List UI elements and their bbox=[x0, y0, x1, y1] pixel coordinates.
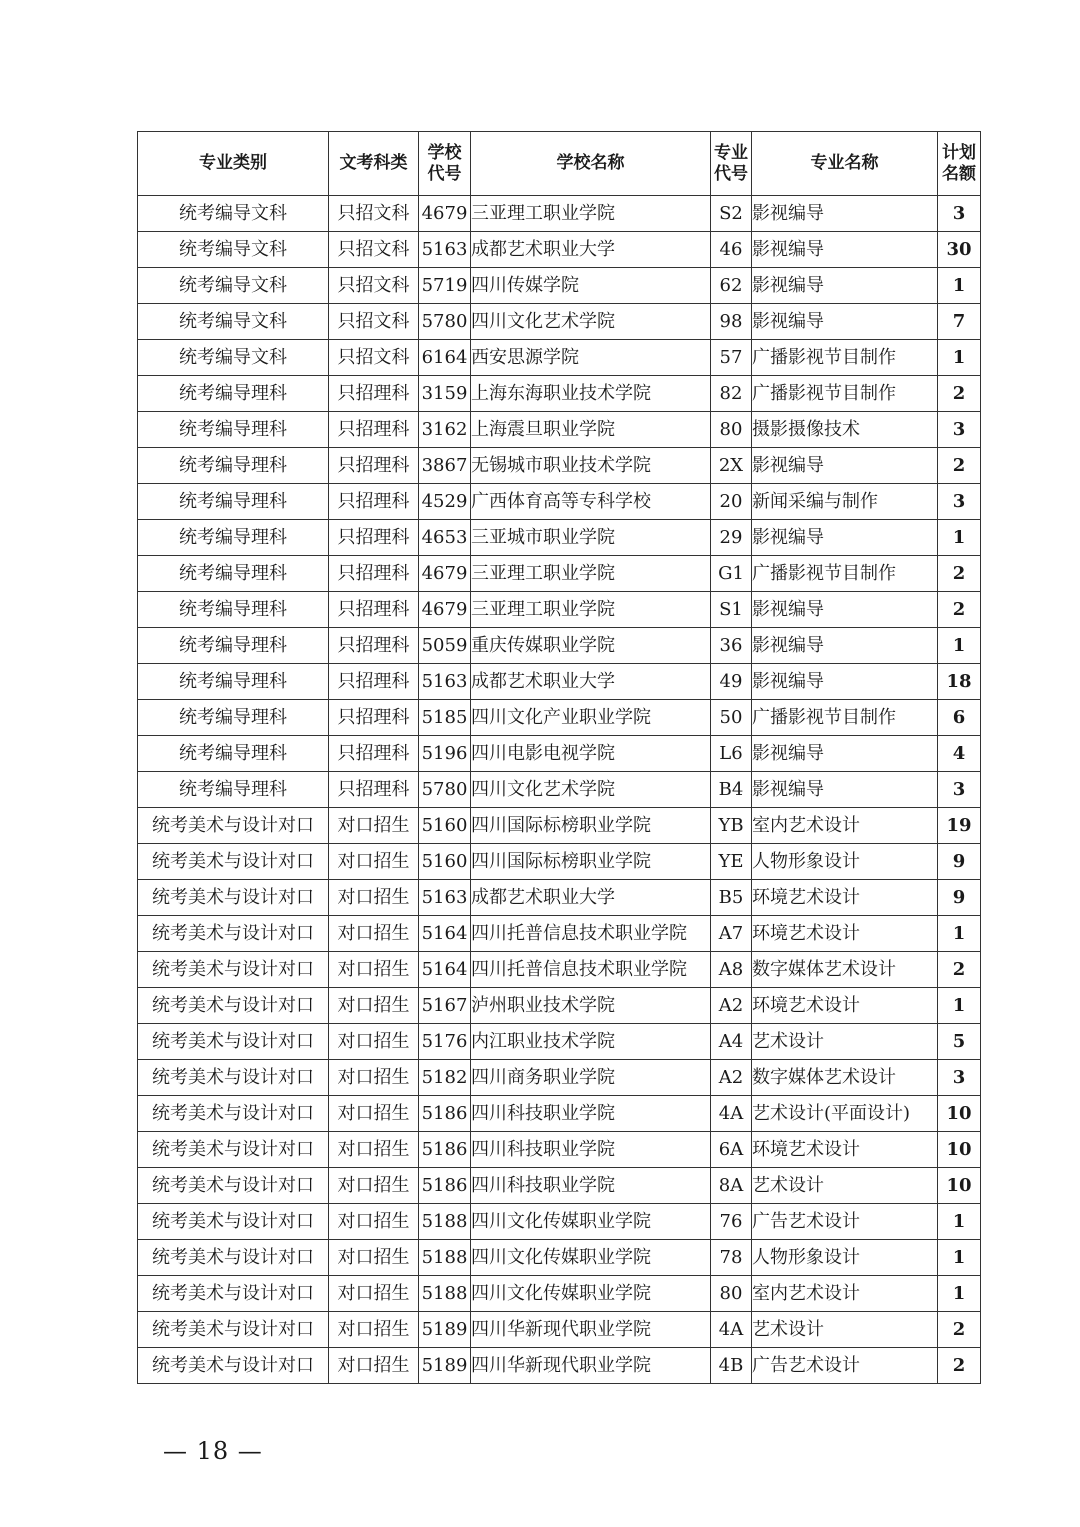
header-category: 专业类别 bbox=[138, 132, 329, 196]
cell-major-code: S2 bbox=[711, 196, 752, 232]
cell-quota: 10 bbox=[938, 1096, 981, 1132]
cell-major-code: 78 bbox=[711, 1240, 752, 1276]
cell-category: 统考美术与设计对口 bbox=[138, 1348, 329, 1384]
header-school-name: 学校名称 bbox=[471, 132, 711, 196]
cell-school-code: 5196 bbox=[419, 736, 471, 772]
cell-category: 统考美术与设计对口 bbox=[138, 1168, 329, 1204]
cell-quota: 9 bbox=[938, 844, 981, 880]
cell-quota: 2 bbox=[938, 376, 981, 412]
cell-category: 统考编导理科 bbox=[138, 412, 329, 448]
cell-category: 统考美术与设计对口 bbox=[138, 952, 329, 988]
cell-quota: 1 bbox=[938, 628, 981, 664]
cell-category: 统考美术与设计对口 bbox=[138, 1276, 329, 1312]
cell-category: 统考编导理科 bbox=[138, 628, 329, 664]
cell-major-code: 80 bbox=[711, 412, 752, 448]
cell-school-name: 四川托普信息技术职业学院 bbox=[471, 952, 711, 988]
cell-school-code: 5164 bbox=[419, 952, 471, 988]
cell-major-code: 57 bbox=[711, 340, 752, 376]
cell-quota: 2 bbox=[938, 556, 981, 592]
cell-major-code: 36 bbox=[711, 628, 752, 664]
cell-school-code: 5188 bbox=[419, 1204, 471, 1240]
table-row bbox=[138, 844, 981, 880]
cell-quota: 19 bbox=[938, 808, 981, 844]
cell-subject-type: 对口招生 bbox=[329, 916, 419, 952]
cell-major-name: 环境艺术设计 bbox=[752, 880, 938, 916]
cell-quota: 1 bbox=[938, 988, 981, 1024]
cell-school-name: 四川华新现代职业学院 bbox=[471, 1348, 711, 1384]
cell-school-code: 5059 bbox=[419, 628, 471, 664]
cell-school-code: 3867 bbox=[419, 448, 471, 484]
table-row bbox=[138, 628, 981, 664]
cell-major-name: 广播影视节目制作 bbox=[752, 556, 938, 592]
cell-category: 统考编导文科 bbox=[138, 340, 329, 376]
cell-category: 统考编导文科 bbox=[138, 304, 329, 340]
cell-category: 统考美术与设计对口 bbox=[138, 1132, 329, 1168]
cell-school-name: 四川传媒学院 bbox=[471, 268, 711, 304]
cell-quota: 3 bbox=[938, 484, 981, 520]
table-row bbox=[138, 1240, 981, 1276]
cell-school-name: 重庆传媒职业学院 bbox=[471, 628, 711, 664]
cell-major-code: S1 bbox=[711, 592, 752, 628]
table-row bbox=[138, 988, 981, 1024]
cell-quota: 4 bbox=[938, 736, 981, 772]
cell-subject-type: 只招理科 bbox=[329, 736, 419, 772]
cell-category: 统考编导理科 bbox=[138, 448, 329, 484]
cell-school-code: 5163 bbox=[419, 664, 471, 700]
cell-major-code: A2 bbox=[711, 988, 752, 1024]
cell-major-name: 影视编导 bbox=[752, 520, 938, 556]
cell-school-name: 四川科技职业学院 bbox=[471, 1132, 711, 1168]
cell-school-name: 四川文化传媒职业学院 bbox=[471, 1276, 711, 1312]
cell-school-name: 上海震旦职业学院 bbox=[471, 412, 711, 448]
cell-school-name: 西安思源学院 bbox=[471, 340, 711, 376]
cell-major-code: 4A bbox=[711, 1312, 752, 1348]
cell-major-code: YB bbox=[711, 808, 752, 844]
table-row bbox=[138, 1204, 981, 1240]
cell-subject-type: 只招理科 bbox=[329, 448, 419, 484]
cell-school-code: 5186 bbox=[419, 1168, 471, 1204]
cell-school-code: 5719 bbox=[419, 268, 471, 304]
cell-subject-type: 只招文科 bbox=[329, 268, 419, 304]
cell-category: 统考美术与设计对口 bbox=[138, 1240, 329, 1276]
table-row bbox=[138, 592, 981, 628]
cell-major-code: 29 bbox=[711, 520, 752, 556]
cell-school-code: 5176 bbox=[419, 1024, 471, 1060]
cell-subject-type: 只招理科 bbox=[329, 664, 419, 700]
header-quota bbox=[938, 132, 981, 196]
cell-major-name: 环境艺术设计 bbox=[752, 916, 938, 952]
cell-school-name: 内江职业技术学院 bbox=[471, 1024, 711, 1060]
cell-major-name: 影视编导 bbox=[752, 448, 938, 484]
cell-quota: 1 bbox=[938, 1240, 981, 1276]
cell-major-code: 82 bbox=[711, 376, 752, 412]
cell-subject-type: 对口招生 bbox=[329, 1132, 419, 1168]
table-row bbox=[138, 808, 981, 844]
cell-major-name: 数字媒体艺术设计 bbox=[752, 1060, 938, 1096]
cell-category: 统考美术与设计对口 bbox=[138, 1096, 329, 1132]
cell-school-name: 三亚理工职业学院 bbox=[471, 592, 711, 628]
cell-subject-type: 只招理科 bbox=[329, 628, 419, 664]
cell-school-name: 四川国际标榜职业学院 bbox=[471, 808, 711, 844]
cell-school-name: 四川文化传媒职业学院 bbox=[471, 1240, 711, 1276]
cell-major-name: 环境艺术设计 bbox=[752, 988, 938, 1024]
cell-quota: 2 bbox=[938, 952, 981, 988]
cell-subject-type: 对口招生 bbox=[329, 952, 419, 988]
table-row bbox=[138, 196, 981, 232]
cell-major-name: 艺术设计(平面设计) bbox=[752, 1096, 938, 1132]
cell-major-name: 艺术设计 bbox=[752, 1024, 938, 1060]
cell-subject-type: 对口招生 bbox=[329, 1240, 419, 1276]
cell-subject-type: 对口招生 bbox=[329, 1024, 419, 1060]
cell-quota: 2 bbox=[938, 592, 981, 628]
cell-major-name: 广播影视节目制作 bbox=[752, 376, 938, 412]
cell-major-code: A7 bbox=[711, 916, 752, 952]
cell-subject-type: 对口招生 bbox=[329, 1276, 419, 1312]
cell-major-code: YE bbox=[711, 844, 752, 880]
cell-school-code: 4529 bbox=[419, 484, 471, 520]
cell-category: 统考美术与设计对口 bbox=[138, 916, 329, 952]
header-subject-type: 文考科类 bbox=[329, 132, 419, 196]
cell-school-code: 5163 bbox=[419, 880, 471, 916]
cell-school-code: 5163 bbox=[419, 232, 471, 268]
cell-major-code: 4B bbox=[711, 1348, 752, 1384]
cell-school-code: 4679 bbox=[419, 196, 471, 232]
table-row bbox=[138, 484, 981, 520]
cell-school-name: 三亚理工职业学院 bbox=[471, 196, 711, 232]
table-row bbox=[138, 556, 981, 592]
cell-school-name: 四川科技职业学院 bbox=[471, 1168, 711, 1204]
header-school-code-line2: 代号 bbox=[427, 163, 462, 184]
cell-major-code: 98 bbox=[711, 304, 752, 340]
cell-major-code: 80 bbox=[711, 1276, 752, 1312]
cell-subject-type: 对口招生 bbox=[329, 1348, 419, 1384]
cell-school-name: 广西体育高等专科学校 bbox=[471, 484, 711, 520]
cell-major-name: 广播影视节目制作 bbox=[752, 340, 938, 376]
cell-quota: 18 bbox=[938, 664, 981, 700]
cell-subject-type: 只招理科 bbox=[329, 556, 419, 592]
cell-major-name: 环境艺术设计 bbox=[752, 1132, 938, 1168]
table-row bbox=[138, 1060, 981, 1096]
cell-subject-type: 对口招生 bbox=[329, 1096, 419, 1132]
cell-major-name: 广告艺术设计 bbox=[752, 1348, 938, 1384]
cell-major-name: 影视编导 bbox=[752, 736, 938, 772]
cell-major-name: 广告艺术设计 bbox=[752, 1204, 938, 1240]
table-row bbox=[138, 664, 981, 700]
header-major-code-line1: 专业 bbox=[714, 142, 748, 163]
cell-major-code: L6 bbox=[711, 736, 752, 772]
cell-quota: 3 bbox=[938, 196, 981, 232]
cell-major-name: 数字媒体艺术设计 bbox=[752, 952, 938, 988]
cell-subject-type: 对口招生 bbox=[329, 1204, 419, 1240]
cell-school-name: 泸州职业技术学院 bbox=[471, 988, 711, 1024]
table-row bbox=[138, 376, 981, 412]
header-major-code bbox=[711, 132, 752, 196]
cell-subject-type: 对口招生 bbox=[329, 988, 419, 1024]
cell-major-code: A2 bbox=[711, 1060, 752, 1096]
cell-school-name: 成都艺术职业大学 bbox=[471, 880, 711, 916]
cell-major-name: 新闻采编与制作 bbox=[752, 484, 938, 520]
cell-category: 统考编导理科 bbox=[138, 700, 329, 736]
cell-school-code: 5189 bbox=[419, 1348, 471, 1384]
cell-major-code: 49 bbox=[711, 664, 752, 700]
cell-subject-type: 对口招生 bbox=[329, 844, 419, 880]
cell-major-code: 62 bbox=[711, 268, 752, 304]
cell-subject-type: 只招理科 bbox=[329, 592, 419, 628]
cell-quota: 9 bbox=[938, 880, 981, 916]
table-row bbox=[138, 772, 981, 808]
cell-quota: 1 bbox=[938, 268, 981, 304]
cell-quota: 1 bbox=[938, 1204, 981, 1240]
cell-category: 统考编导理科 bbox=[138, 556, 329, 592]
cell-category: 统考美术与设计对口 bbox=[138, 808, 329, 844]
cell-category: 统考美术与设计对口 bbox=[138, 1024, 329, 1060]
cell-school-name: 四川科技职业学院 bbox=[471, 1096, 711, 1132]
cell-quota: 2 bbox=[938, 1312, 981, 1348]
header-major-code-line2: 代号 bbox=[714, 163, 748, 184]
header-quota-line1: 计划 bbox=[942, 142, 976, 163]
cell-school-code: 5185 bbox=[419, 700, 471, 736]
table-row bbox=[138, 232, 981, 268]
table-row bbox=[138, 1348, 981, 1384]
cell-category: 统考编导文科 bbox=[138, 196, 329, 232]
table-row bbox=[138, 520, 981, 556]
table-row bbox=[138, 880, 981, 916]
cell-major-code: 50 bbox=[711, 700, 752, 736]
cell-category: 统考编导文科 bbox=[138, 268, 329, 304]
cell-major-code: G1 bbox=[711, 556, 752, 592]
page-number: — 18 — bbox=[163, 1437, 263, 1465]
cell-quota: 3 bbox=[938, 1060, 981, 1096]
cell-subject-type: 对口招生 bbox=[329, 880, 419, 916]
cell-school-code: 3159 bbox=[419, 376, 471, 412]
cell-school-name: 三亚理工职业学院 bbox=[471, 556, 711, 592]
cell-subject-type: 只招理科 bbox=[329, 772, 419, 808]
cell-school-code: 4679 bbox=[419, 556, 471, 592]
cell-school-name: 四川托普信息技术职业学院 bbox=[471, 916, 711, 952]
cell-school-name: 四川国际标榜职业学院 bbox=[471, 844, 711, 880]
cell-category: 统考美术与设计对口 bbox=[138, 1060, 329, 1096]
cell-major-code: A8 bbox=[711, 952, 752, 988]
cell-quota: 2 bbox=[938, 448, 981, 484]
cell-quota: 5 bbox=[938, 1024, 981, 1060]
table-row bbox=[138, 304, 981, 340]
cell-school-name: 四川华新现代职业学院 bbox=[471, 1312, 711, 1348]
cell-school-name: 上海东海职业技术学院 bbox=[471, 376, 711, 412]
table-row bbox=[138, 340, 981, 376]
cell-major-name: 影视编导 bbox=[752, 232, 938, 268]
cell-major-name: 影视编导 bbox=[752, 772, 938, 808]
cell-major-name: 艺术设计 bbox=[752, 1312, 938, 1348]
cell-category: 统考美术与设计对口 bbox=[138, 880, 329, 916]
cell-major-name: 影视编导 bbox=[752, 592, 938, 628]
cell-school-code: 5186 bbox=[419, 1132, 471, 1168]
cell-major-code: 4A bbox=[711, 1096, 752, 1132]
table-header bbox=[138, 132, 981, 196]
cell-quota: 3 bbox=[938, 412, 981, 448]
cell-school-code: 5160 bbox=[419, 808, 471, 844]
cell-major-name: 室内艺术设计 bbox=[752, 808, 938, 844]
cell-category: 统考编导理科 bbox=[138, 736, 329, 772]
cell-major-name: 艺术设计 bbox=[752, 1168, 938, 1204]
cell-subject-type: 只招理科 bbox=[329, 520, 419, 556]
cell-major-code: 8A bbox=[711, 1168, 752, 1204]
cell-quota: 2 bbox=[938, 1348, 981, 1384]
table-row bbox=[138, 1024, 981, 1060]
cell-school-code: 5188 bbox=[419, 1276, 471, 1312]
cell-quota: 1 bbox=[938, 1276, 981, 1312]
cell-subject-type: 只招理科 bbox=[329, 376, 419, 412]
cell-major-name: 摄影摄像技术 bbox=[752, 412, 938, 448]
cell-subject-type: 对口招生 bbox=[329, 808, 419, 844]
cell-major-code: 2X bbox=[711, 448, 752, 484]
cell-school-name: 无锡城市职业技术学院 bbox=[471, 448, 711, 484]
table-row bbox=[138, 1096, 981, 1132]
cell-subject-type: 对口招生 bbox=[329, 1060, 419, 1096]
cell-category: 统考美术与设计对口 bbox=[138, 988, 329, 1024]
header-major-name: 专业名称 bbox=[752, 132, 938, 196]
cell-school-name: 四川电影电视学院 bbox=[471, 736, 711, 772]
table-row bbox=[138, 1312, 981, 1348]
cell-category: 统考美术与设计对口 bbox=[138, 1204, 329, 1240]
table-row bbox=[138, 1276, 981, 1312]
cell-major-code: 76 bbox=[711, 1204, 752, 1240]
cell-major-code: 6A bbox=[711, 1132, 752, 1168]
cell-major-name: 影视编导 bbox=[752, 268, 938, 304]
cell-major-name: 影视编导 bbox=[752, 196, 938, 232]
table-row bbox=[138, 1168, 981, 1204]
cell-major-name: 影视编导 bbox=[752, 628, 938, 664]
cell-school-code: 6164 bbox=[419, 340, 471, 376]
cell-major-code: B5 bbox=[711, 880, 752, 916]
cell-category: 统考美术与设计对口 bbox=[138, 844, 329, 880]
cell-school-name: 三亚城市职业学院 bbox=[471, 520, 711, 556]
table-row bbox=[138, 916, 981, 952]
cell-school-code: 4653 bbox=[419, 520, 471, 556]
cell-subject-type: 只招文科 bbox=[329, 196, 419, 232]
cell-major-code: B4 bbox=[711, 772, 752, 808]
cell-school-name: 成都艺术职业大学 bbox=[471, 664, 711, 700]
cell-school-code: 5186 bbox=[419, 1096, 471, 1132]
cell-category: 统考编导理科 bbox=[138, 592, 329, 628]
cell-category: 统考编导理科 bbox=[138, 376, 329, 412]
cell-major-name: 影视编导 bbox=[752, 664, 938, 700]
table-row bbox=[138, 412, 981, 448]
header-school-code-line1: 学校 bbox=[427, 142, 462, 163]
cell-category: 统考编导理科 bbox=[138, 520, 329, 556]
cell-quota: 10 bbox=[938, 1132, 981, 1168]
header-row bbox=[138, 132, 981, 196]
cell-school-name: 四川文化艺术学院 bbox=[471, 772, 711, 808]
cell-quota: 1 bbox=[938, 916, 981, 952]
cell-school-name: 四川商务职业学院 bbox=[471, 1060, 711, 1096]
cell-school-code: 5164 bbox=[419, 916, 471, 952]
cell-major-code: A4 bbox=[711, 1024, 752, 1060]
cell-school-code: 5780 bbox=[419, 772, 471, 808]
cell-school-code: 5160 bbox=[419, 844, 471, 880]
cell-quota: 6 bbox=[938, 700, 981, 736]
header-quota-line2: 名额 bbox=[942, 163, 976, 184]
cell-quota: 3 bbox=[938, 772, 981, 808]
cell-subject-type: 对口招生 bbox=[329, 1312, 419, 1348]
cell-subject-type: 只招理科 bbox=[329, 484, 419, 520]
cell-major-name: 影视编导 bbox=[752, 304, 938, 340]
cell-subject-type: 只招文科 bbox=[329, 340, 419, 376]
enrollment-plan-table bbox=[137, 131, 981, 1384]
cell-school-name: 四川文化艺术学院 bbox=[471, 304, 711, 340]
cell-school-code: 5188 bbox=[419, 1240, 471, 1276]
cell-major-name: 人物形象设计 bbox=[752, 1240, 938, 1276]
cell-subject-type: 只招文科 bbox=[329, 232, 419, 268]
cell-quota: 1 bbox=[938, 340, 981, 376]
cell-category: 统考编导理科 bbox=[138, 664, 329, 700]
cell-quota: 1 bbox=[938, 520, 981, 556]
cell-quota: 7 bbox=[938, 304, 981, 340]
table-row bbox=[138, 952, 981, 988]
cell-category: 统考美术与设计对口 bbox=[138, 1312, 329, 1348]
table-row bbox=[138, 268, 981, 304]
cell-school-name: 四川文化产业职业学院 bbox=[471, 700, 711, 736]
cell-major-code: 46 bbox=[711, 232, 752, 268]
cell-quota: 30 bbox=[938, 232, 981, 268]
cell-quota: 10 bbox=[938, 1168, 981, 1204]
cell-major-name: 广播影视节目制作 bbox=[752, 700, 938, 736]
cell-school-name: 成都艺术职业大学 bbox=[471, 232, 711, 268]
header-school-code bbox=[419, 132, 471, 196]
cell-subject-type: 只招文科 bbox=[329, 304, 419, 340]
cell-major-code: 20 bbox=[711, 484, 752, 520]
cell-subject-type: 对口招生 bbox=[329, 1168, 419, 1204]
table-row bbox=[138, 736, 981, 772]
cell-category: 统考编导理科 bbox=[138, 772, 329, 808]
table-body bbox=[138, 196, 981, 1384]
cell-school-code: 5182 bbox=[419, 1060, 471, 1096]
cell-subject-type: 只招理科 bbox=[329, 412, 419, 448]
table-row bbox=[138, 448, 981, 484]
cell-school-code: 3162 bbox=[419, 412, 471, 448]
cell-subject-type: 只招理科 bbox=[329, 700, 419, 736]
table-row bbox=[138, 1132, 981, 1168]
cell-school-code: 5167 bbox=[419, 988, 471, 1024]
cell-school-code: 5189 bbox=[419, 1312, 471, 1348]
table-row bbox=[138, 700, 981, 736]
cell-category: 统考编导理科 bbox=[138, 484, 329, 520]
cell-major-name: 室内艺术设计 bbox=[752, 1276, 938, 1312]
cell-school-code: 4679 bbox=[419, 592, 471, 628]
cell-school-code: 5780 bbox=[419, 304, 471, 340]
cell-major-name: 人物形象设计 bbox=[752, 844, 938, 880]
cell-category: 统考编导文科 bbox=[138, 232, 329, 268]
cell-school-name: 四川文化传媒职业学院 bbox=[471, 1204, 711, 1240]
